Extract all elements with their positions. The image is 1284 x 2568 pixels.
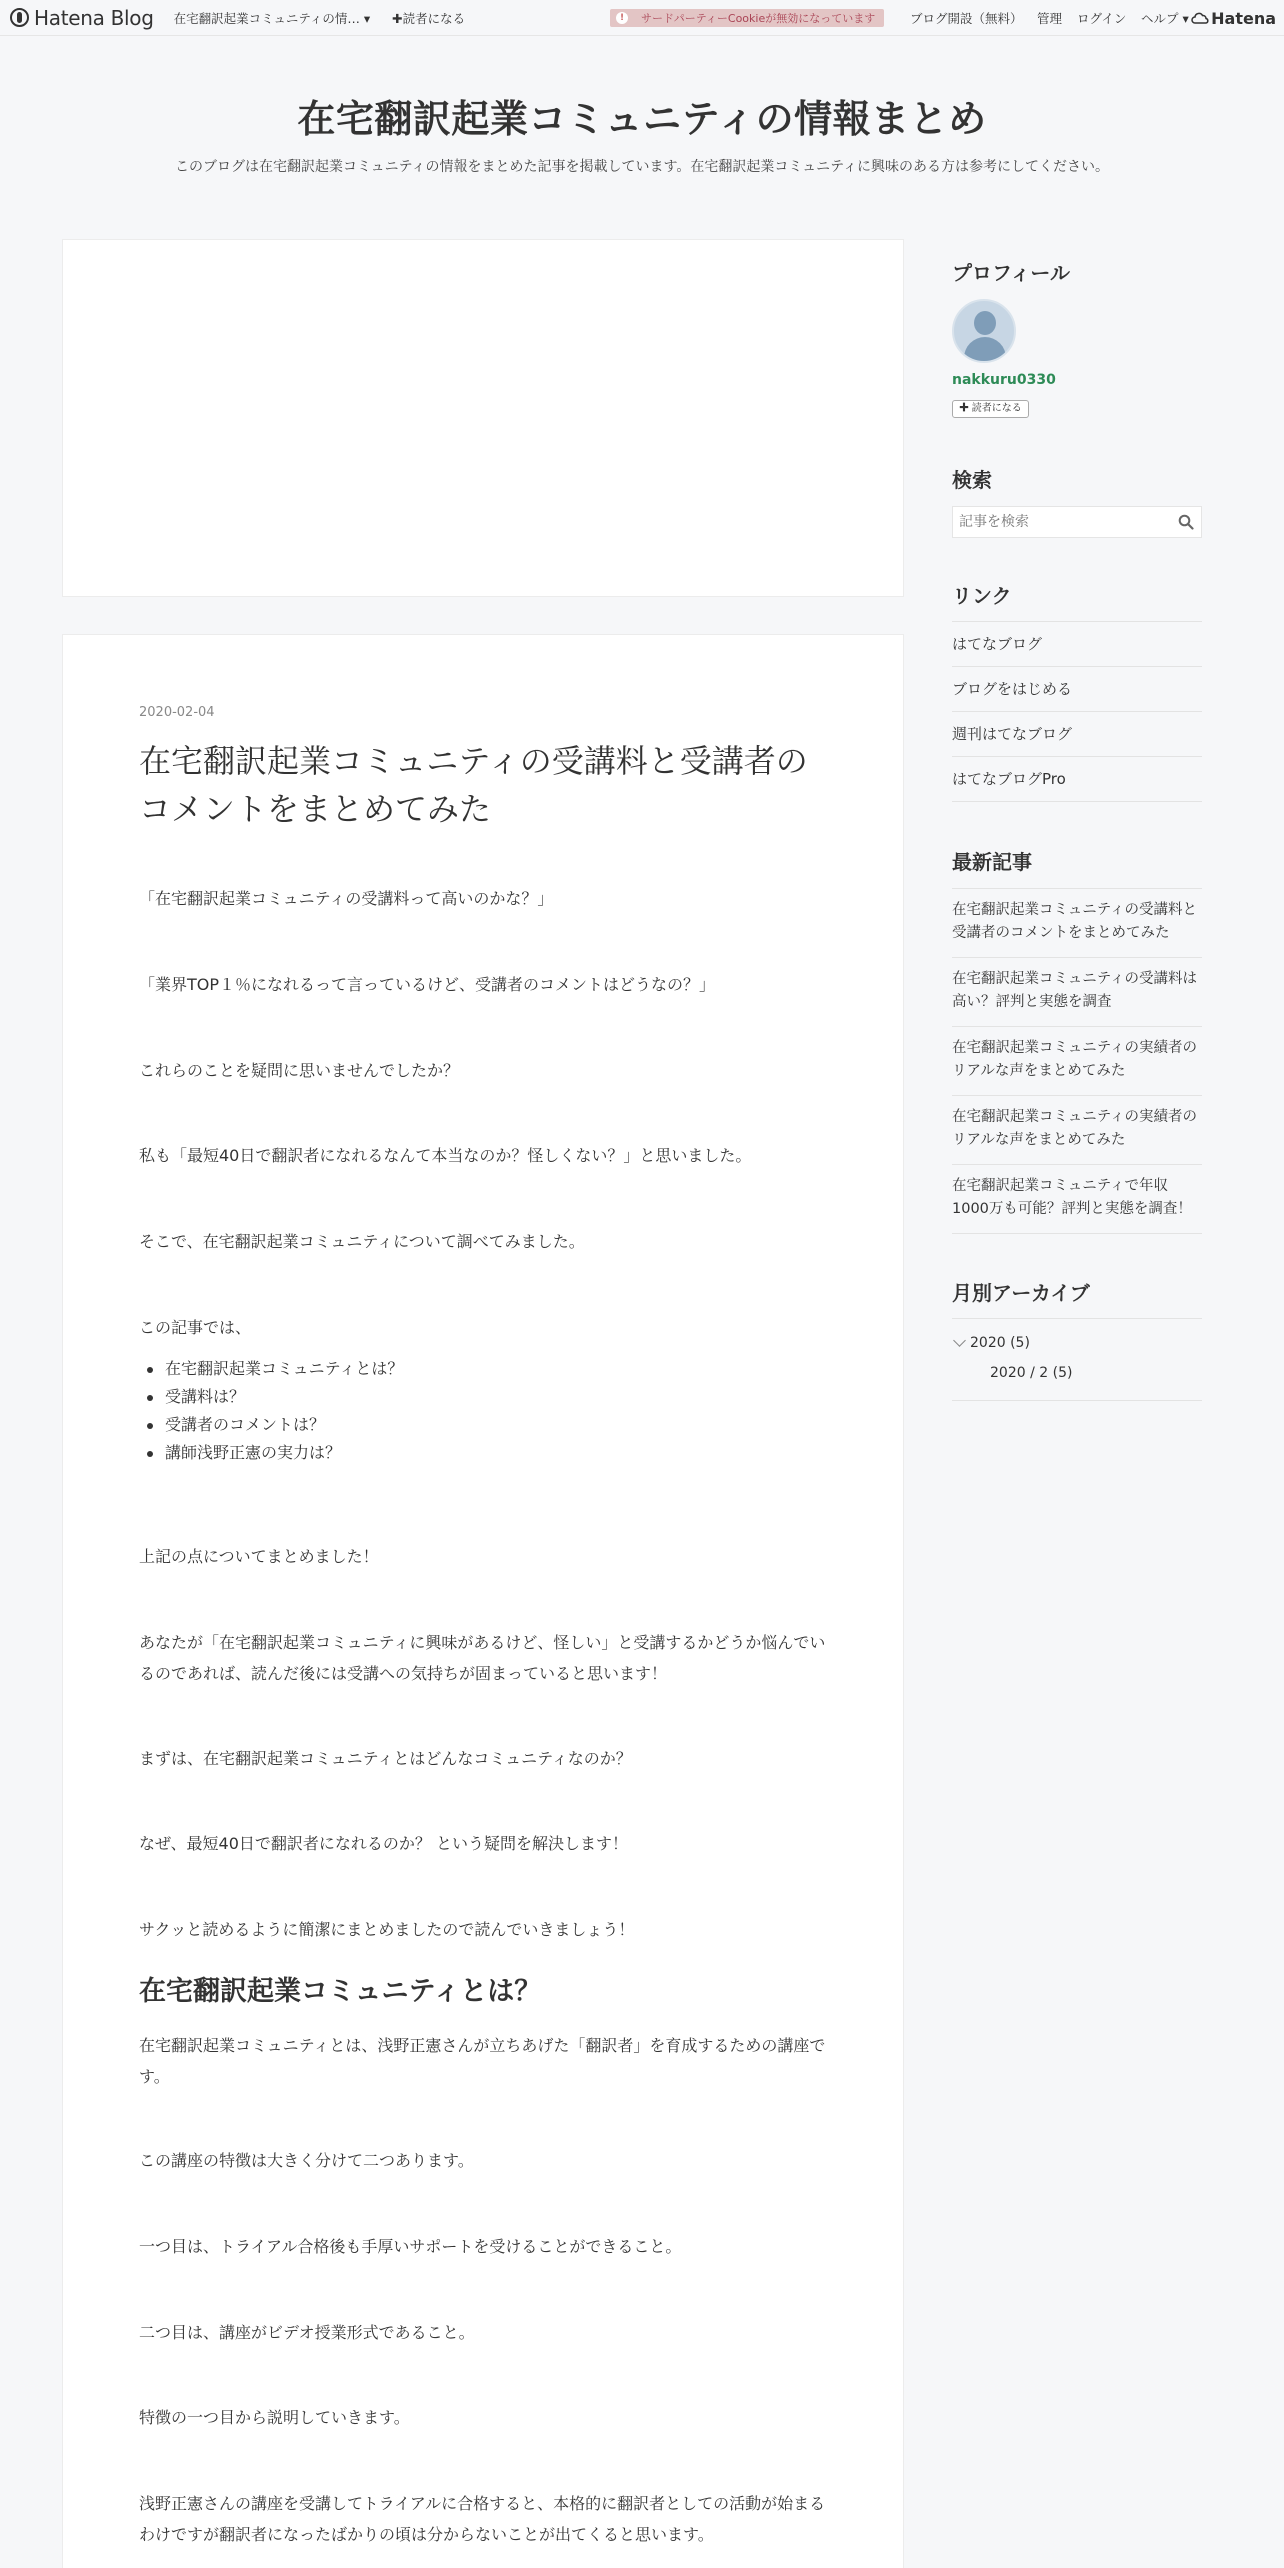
sidebar-link[interactable]: ブログをはじめる — [952, 667, 1202, 712]
open-blog-link[interactable]: ブログ開設（無料） — [910, 11, 1023, 26]
article-card — [62, 634, 904, 2568]
article-paragraph: これらのことを疑問に思いませんでしたか？ — [139, 1061, 460, 1080]
hatena-menu[interactable] — [1191, 0, 1276, 36]
article-paragraph: 特徴の一つ目から説明していきます。 — [139, 2408, 410, 2427]
article-paragraph: 二つ目は、講座がビデオ授業形式であること。 — [139, 2323, 475, 2342]
article-paragraph: なぜ、最短40日で翻訳者になれるのか？ という疑問を解決します！ — [139, 1834, 628, 1853]
links-heading: リンク — [952, 584, 1012, 608]
blog-description: このブログは在宅翻訳起業コミュニティの情報をまとめた記事を掲載しています。在宅翻訳起業コミュニティに興味のある方は参考にしてください。 — [174, 159, 1110, 175]
recent-articles-list — [952, 888, 1202, 1234]
recent-heading: 最新記事 — [952, 850, 1032, 874]
profile-username[interactable]: nakkuru0330 — [952, 372, 1056, 388]
list-item: 受講者のコメントは？ — [139, 1411, 403, 1439]
article-paragraph: 私も「最短40日で翻訳者になれるなんて本当なのか？怪しくない？」と思いました。 — [139, 1146, 752, 1165]
article-title[interactable]: 在宅翻訳起業コミュニティの受講料と受講者のコメントをまとめてみた — [139, 742, 808, 828]
recent-article-link[interactable]: 在宅翻訳起業コミュニティの受講料は高い？評判と実態を調査 — [952, 958, 1202, 1027]
list-item: 受講料は？ — [139, 1383, 403, 1411]
sidebar-link[interactable]: はてなブログPro — [952, 757, 1202, 802]
list-item: 在宅翻訳起業コミュニティとは？ — [139, 1355, 403, 1383]
profile-heading: プロフィール — [952, 261, 1070, 285]
manage-link[interactable]: 管理 — [1037, 11, 1063, 26]
search-button[interactable] — [1171, 507, 1201, 537]
archive-year-toggle[interactable] — [952, 1335, 1030, 1351]
become-reader-link[interactable]: ✚読者になる — [392, 10, 466, 26]
article-date[interactable]: 2020-02-04 — [139, 705, 215, 720]
avatar-head-shape — [974, 311, 996, 335]
logo-text: Hatena Blog — [34, 5, 154, 30]
recent-article-link[interactable]: 在宅翻訳起業コミュニティで年収1000万も可能？評判と実態を調査！ — [952, 1165, 1202, 1234]
article-paragraph: サクッと読めるように簡潔にまとめましたので読んでいきましょう！ — [139, 1920, 635, 1939]
search-input[interactable] — [953, 508, 1171, 536]
article-paragraph: 「在宅翻訳起業コミュニティの受講料って高いのかな？」 — [139, 889, 554, 908]
article-paragraph: 「業界TOP１％になれるって言っているけど、受講者のコメントはどうなの？」 — [139, 975, 716, 994]
archive-heading: 月別アーカイブ — [952, 1281, 1090, 1305]
hatena-brand-text: Hatena — [1211, 8, 1276, 28]
blog-selector-dropdown[interactable]: 在宅翻訳起業コミュニティの情… ▾ — [173, 10, 371, 26]
search-heading: 検索 — [952, 468, 992, 492]
article-paragraph: まずは、在宅翻訳起業コミュニティとはどんなコミュニティなのか？ — [139, 1749, 632, 1768]
archive-year-label: 2020 (5) — [970, 1335, 1030, 1351]
ad-area — [62, 239, 904, 597]
follow-button[interactable]: ✚ 読者になる — [952, 400, 1029, 418]
cookie-warning-text: サードパーティーCookieが無効になっています — [641, 12, 876, 25]
avatar-body-shape — [964, 337, 1006, 363]
links-list — [952, 621, 1202, 802]
login-link[interactable]: ログイン — [1077, 11, 1127, 26]
article-topic-list — [139, 1355, 403, 1467]
recent-article-link[interactable]: 在宅翻訳起業コミュニティの受講料と受講者のコメントをまとめてみた — [952, 889, 1202, 958]
recent-article-link[interactable]: 在宅翻訳起業コミュニティの実績者のリアルな声をまとめてみた — [952, 1096, 1202, 1165]
sidebar-link[interactable]: 週刊はてなブログ — [952, 712, 1202, 757]
article-paragraph: この講座の特徴は大きく分けて二つあります。 — [139, 2151, 474, 2170]
cloud-icon — [1191, 11, 1209, 25]
article-paragraph: あなたが「在宅翻訳起業コミュニティに興味があるけど、怪しい」と受講するかどうか悩んでいるのであれば、読んだ後には受講への気持ちが固まっていると思います！ — [139, 1633, 826, 1683]
archive-list — [952, 1318, 1202, 1401]
section-heading: 在宅翻訳起業コミュニティとは？ — [139, 1976, 542, 2007]
hatena-logo-icon — [10, 8, 29, 27]
article-paragraph: この記事では、 — [139, 1318, 252, 1337]
list-item: 講師浅野正憲の実力は？ — [139, 1439, 403, 1467]
article-paragraph: 上記の点についてまとめました！ — [139, 1547, 379, 1566]
warning-icon: ! — [616, 12, 628, 24]
sidebar-link[interactable]: はてなブログ — [952, 622, 1202, 667]
search-box — [952, 506, 1202, 538]
chevron-down-icon — [953, 1334, 966, 1347]
article-paragraph: 在宅翻訳起業コミュニティとは、浅野正憲さんが立ちあげた「翻訳者」を育成するための講座です。 — [139, 2036, 826, 2086]
archive-month-link[interactable]: 2020 / 2 (5) — [990, 1365, 1073, 1381]
help-dropdown[interactable]: ヘルプ ▾ — [1141, 11, 1189, 26]
cookie-warning-banner[interactable] — [610, 9, 884, 27]
article-paragraph: 一つ目は、トライアル合格後も手厚いサポートを受けることができること。 — [139, 2237, 682, 2256]
recent-article-link[interactable]: 在宅翻訳起業コミュニティの実績者のリアルな声をまとめてみた — [952, 1027, 1202, 1096]
article-paragraph: 浅野正憲さんの講座を受講してトライアルに合格すると、本格的に翻訳者としての活動が始まるわけですが翻訳者になったばかりの頃は分からないことが出てくると思います。 — [139, 2494, 826, 2544]
blog-title[interactable]: 在宅翻訳起業コミュニティの情報まとめ — [297, 97, 987, 141]
avatar[interactable] — [952, 299, 1016, 363]
search-icon — [1178, 514, 1194, 530]
hatena-blog-logo[interactable] — [10, 0, 154, 36]
article-paragraph: そこで、在宅翻訳起業コミュニティについて調べてみました。 — [139, 1232, 585, 1251]
